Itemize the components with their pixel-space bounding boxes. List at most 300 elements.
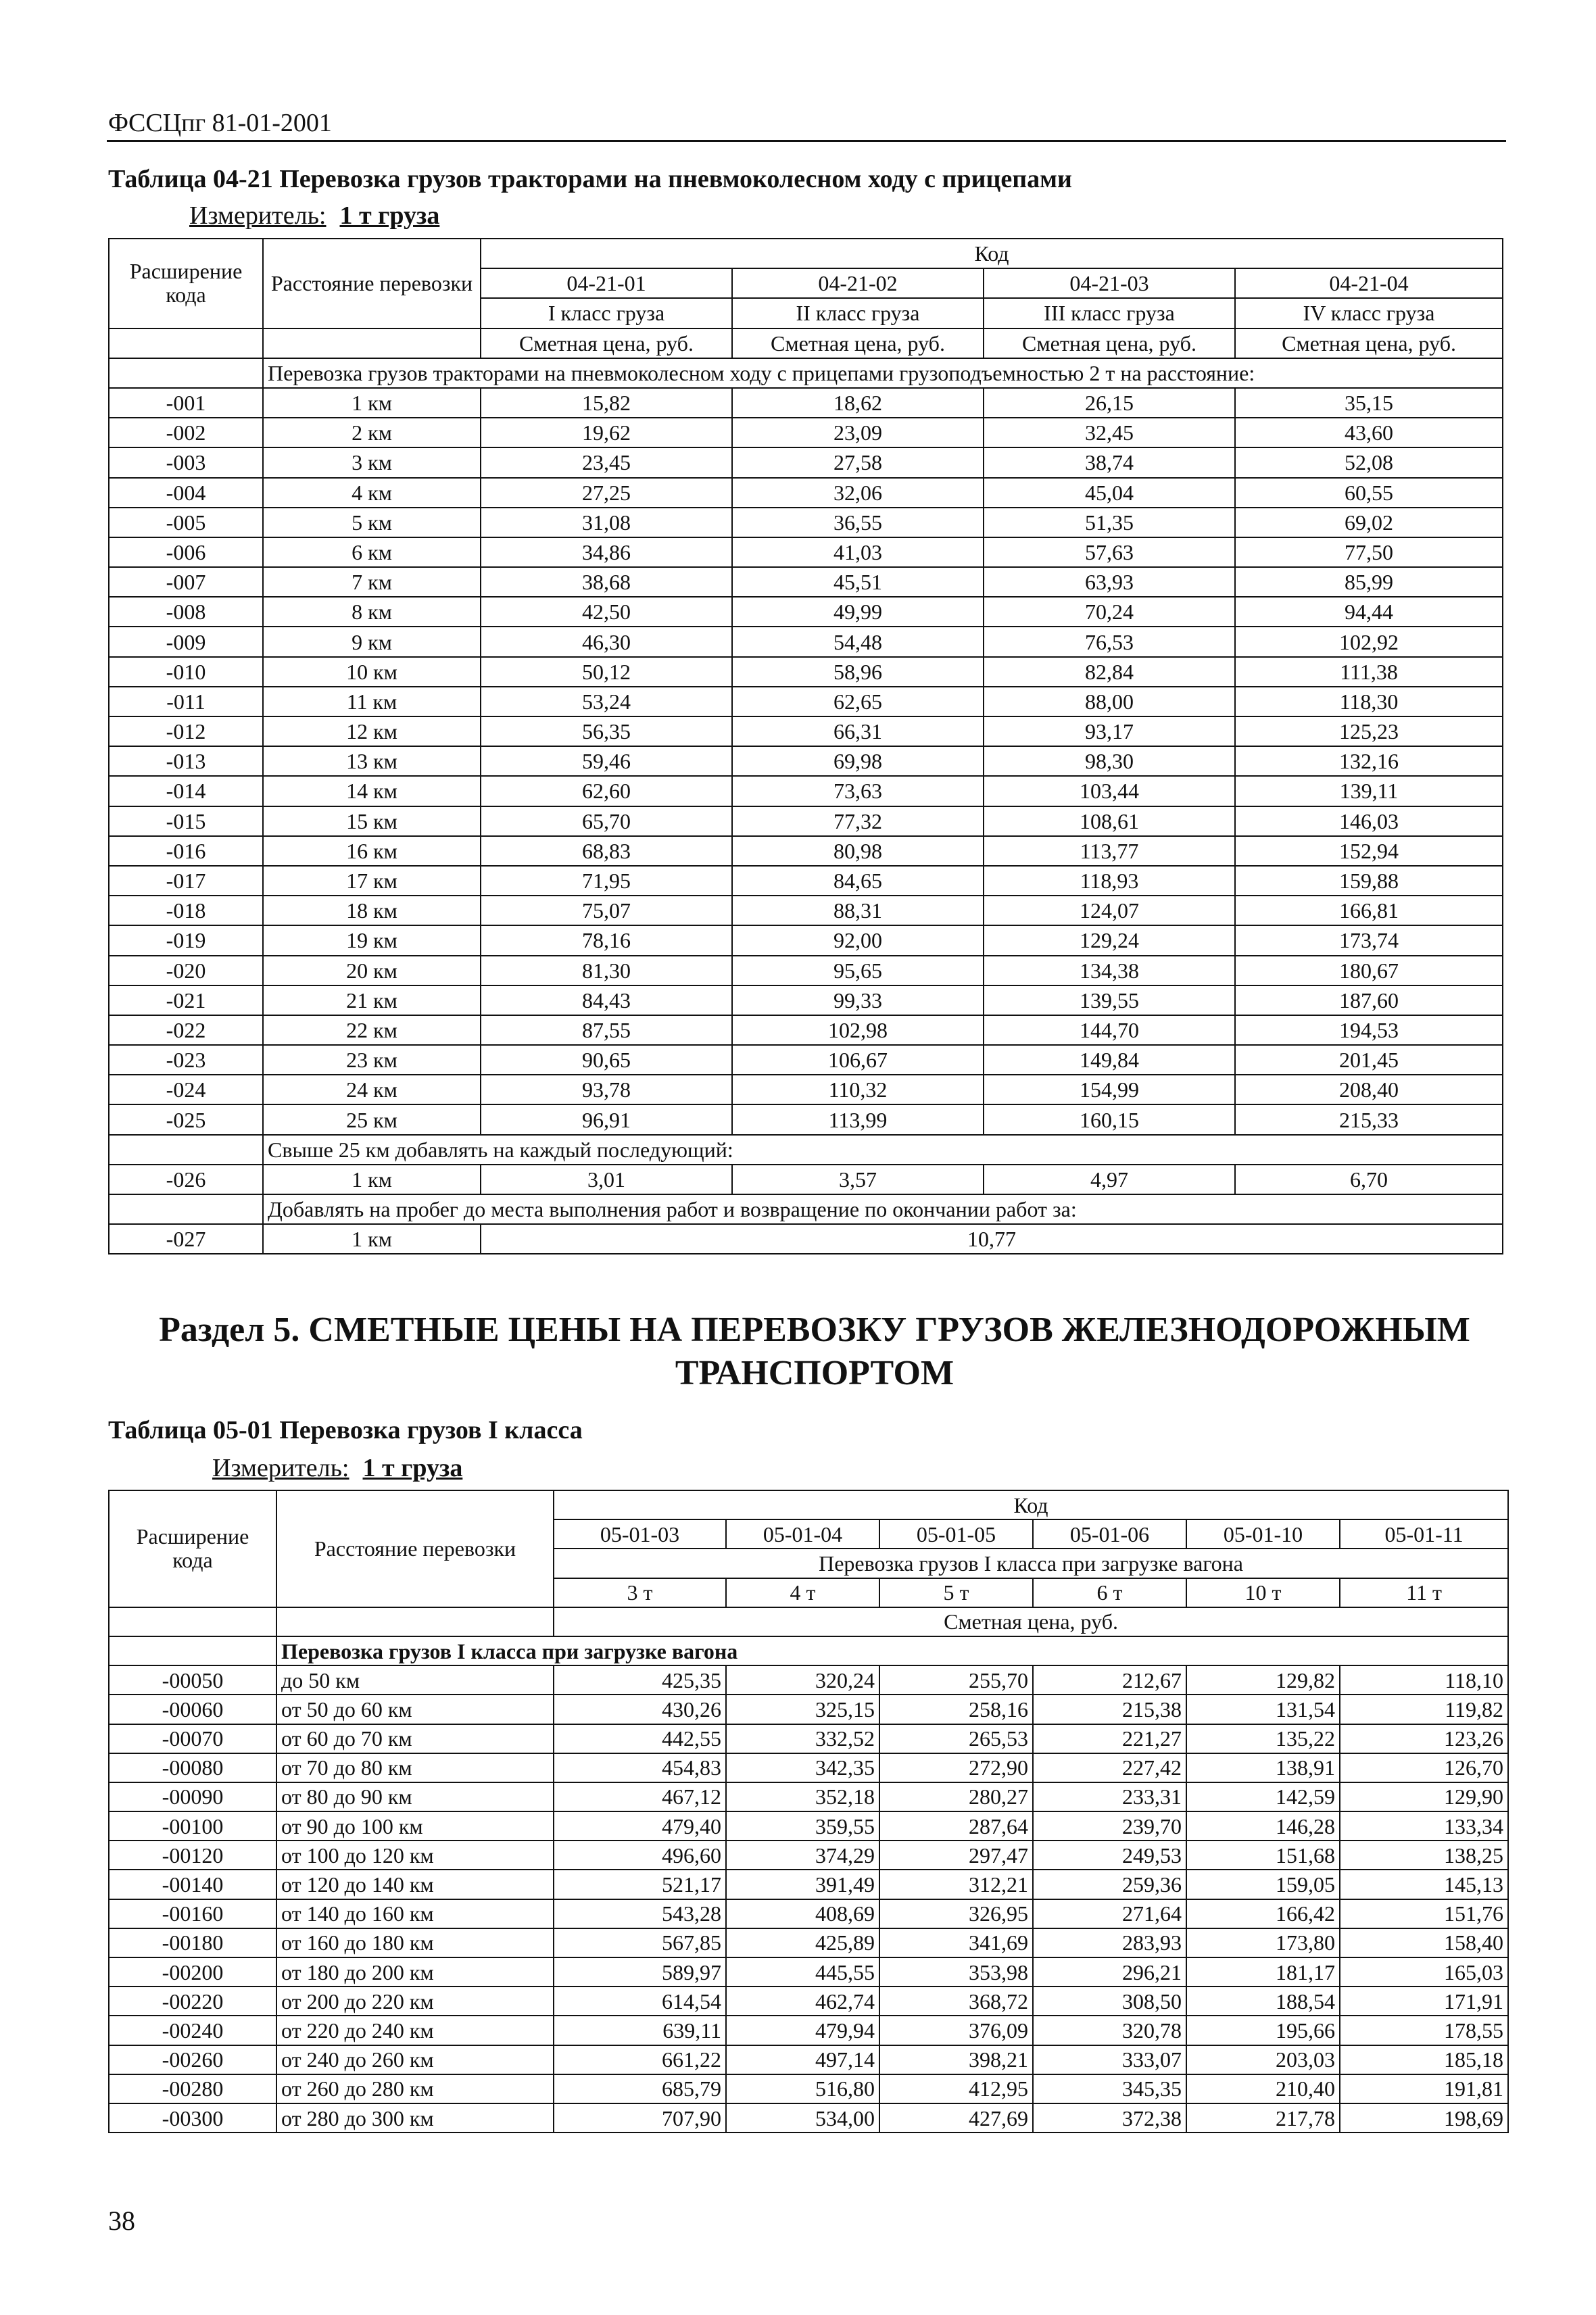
table1-dist-cell: 24 км (263, 1075, 481, 1104)
table2-row (109, 1724, 1508, 1753)
table1-value-cell: 18,62 (732, 388, 984, 418)
table1-row (109, 1104, 1503, 1134)
table1-value-cell: 32,45 (984, 418, 1235, 447)
table1-row (109, 806, 1503, 836)
table1-ext-cell: -026 (109, 1165, 263, 1194)
table2-value-cell: 639,11 (554, 2016, 726, 2045)
table2-value-cell: 287,64 (879, 1811, 1033, 1841)
table2-empty-cell (109, 1636, 276, 1665)
table2-value-cell: 325,15 (726, 1695, 879, 1724)
table1-value-cell: 45,04 (984, 478, 1235, 508)
table2-value-cell: 265,53 (879, 1724, 1033, 1753)
table1-value-cell: 180,67 (1235, 956, 1503, 985)
table2-value-cell: 166,42 (1186, 1899, 1340, 1928)
table1-value-cell: 56,35 (481, 716, 732, 746)
table1-ext-cell: -020 (109, 956, 263, 985)
table1-ext-cell: -005 (109, 508, 263, 537)
table1-value-cell: 146,03 (1235, 806, 1503, 836)
table1-value-cell: 26,15 (984, 388, 1235, 418)
table1-value-cell: 94,44 (1235, 597, 1503, 627)
table1-ext-cell: -003 (109, 447, 263, 477)
table1-value-cell: 215,33 (1235, 1104, 1503, 1134)
table1-dist-cell: 15 км (263, 806, 481, 836)
table1-value-cell: 84,65 (732, 866, 984, 896)
table1-row (109, 716, 1503, 746)
table1-value-cell: 194,53 (1235, 1015, 1503, 1045)
table2-dist-cell: до 50 км (276, 1665, 554, 1695)
table1-row (109, 388, 1503, 418)
table1-value-cell: 95,65 (732, 956, 984, 985)
table2-row (109, 2074, 1508, 2103)
table2-value-cell: 412,95 (879, 2074, 1033, 2103)
table2-row (109, 1811, 1508, 1841)
table2-row (109, 1665, 1508, 1695)
table2-ext-cell: -00050 (109, 1665, 276, 1695)
table2-ext-cell: -00200 (109, 1957, 276, 1987)
table2-dist-cell: от 120 до 140 км (276, 1870, 554, 1899)
table2-value-cell: 212,67 (1033, 1665, 1186, 1695)
table1-dist-cell: 12 км (263, 716, 481, 746)
table1-empty-cell (109, 358, 263, 388)
table2-group-row: Перевозка грузов I класса при загрузке вагона (276, 1636, 1508, 1665)
table1-value-cell: 149,84 (984, 1045, 1235, 1075)
table1-empty-cell (109, 1135, 263, 1165)
table1-value-cell: 118,30 (1235, 687, 1503, 716)
table2-value-cell: 430,26 (554, 1695, 726, 1724)
table2-row (109, 1782, 1508, 1811)
table1-ext-cell: -025 (109, 1104, 263, 1134)
table1-value-cell: 36,55 (732, 508, 984, 537)
table1-ext-cell: -021 (109, 985, 263, 1015)
table1-over-note: Свыше 25 км добавлять на каждый последующий: (263, 1135, 1503, 1165)
table2-price-label: Сметная цена, руб. (554, 1607, 1508, 1636)
table1-value-cell: 32,06 (732, 478, 984, 508)
table1-value-cell: 187,60 (1235, 985, 1503, 1015)
table2-measure-unit: 1 т груза (362, 1454, 463, 1482)
table1-row (109, 1015, 1503, 1045)
table2-dist-cell: от 220 до 240 км (276, 2016, 554, 2045)
table2-header-ext: Расширение кода (109, 1490, 276, 1607)
table1-code-cell: 04-21-02 (732, 268, 984, 298)
section-title-line1: Раздел 5. СМЕТНЫЕ ЦЕНЫ НА ПЕРЕВОЗКУ ГРУЗОВ ЖЕЛЕЗНОДОРОЖНЫМ (159, 1311, 1470, 1349)
table2-value-cell: 171,91 (1340, 1987, 1508, 2016)
table2-value-cell: 249,53 (1033, 1841, 1186, 1870)
table2-value-cell: 374,29 (726, 1841, 879, 1870)
table2-ext-cell: -00260 (109, 2045, 276, 2074)
table2-value-cell: 178,55 (1340, 2016, 1508, 2045)
table2-dist-cell: от 280 до 300 км (276, 2103, 554, 2133)
table1-value-cell: 65,70 (481, 806, 732, 836)
table2-value-cell: 185,18 (1340, 2045, 1508, 2074)
table2-value-cell: 359,55 (726, 1811, 879, 1841)
table1-ext-cell: -007 (109, 567, 263, 597)
table2-value-cell: 442,55 (554, 1724, 726, 1753)
table2-value-cell: 165,03 (1340, 1957, 1508, 1987)
table1-value-cell: 98,30 (984, 746, 1235, 776)
table2-value-cell: 258,16 (879, 1695, 1033, 1724)
table2-value-cell: 308,50 (1033, 1987, 1186, 2016)
table1-value-cell: 70,24 (984, 597, 1235, 627)
table2-ext-cell: -00140 (109, 1870, 276, 1899)
table1-value-cell: 208,40 (1235, 1075, 1503, 1104)
table2-ton-cell: 6 т (1033, 1578, 1186, 1607)
table1-value-cell: 92,00 (732, 925, 984, 955)
table2-value-cell: 398,21 (879, 2045, 1033, 2074)
table1-ext-cell: -024 (109, 1075, 263, 1104)
table2-value-cell: 516,80 (726, 2074, 879, 2103)
table2-value-cell: 661,22 (554, 2045, 726, 2074)
table1-ext-cell: -027 (109, 1224, 263, 1254)
table2-value-cell: 326,95 (879, 1899, 1033, 1928)
table2-ton-cell: 4 т (726, 1578, 879, 1607)
table1-empty-cell (263, 328, 481, 358)
table1-value-cell: 57,63 (984, 537, 1235, 567)
table2-value-cell: 497,14 (726, 2045, 879, 2074)
table1-value-cell: 108,61 (984, 806, 1235, 836)
table2-dist-cell: от 240 до 260 км (276, 2045, 554, 2074)
table1-value-cell: 118,93 (984, 866, 1235, 896)
table1-ext-cell: -011 (109, 687, 263, 716)
table1-value-cell: 34,86 (481, 537, 732, 567)
table2-value-cell: 255,70 (879, 1665, 1033, 1695)
table1-class-cell: I класс груза (481, 298, 732, 328)
table1-value-cell: 3,01 (481, 1165, 732, 1194)
table1-dist-cell: 10 км (263, 657, 481, 687)
table2-value-cell: 521,17 (554, 1870, 726, 1899)
table1-value-cell: 68,83 (481, 836, 732, 866)
table1-value-cell: 45,51 (732, 567, 984, 597)
table1-code-cell: 04-21-03 (984, 268, 1235, 298)
table2-value-cell: 467,12 (554, 1782, 726, 1811)
table2-row (109, 1753, 1508, 1782)
header-rule (107, 140, 1506, 142)
table1-value-cell: 51,35 (984, 508, 1235, 537)
table2-value-cell: 129,90 (1340, 1782, 1508, 1811)
table1-value-cell: 173,74 (1235, 925, 1503, 955)
table1-value-cell: 42,50 (481, 597, 732, 627)
table2-value-cell: 131,54 (1186, 1695, 1340, 1724)
table1-row (109, 627, 1503, 656)
table2-value-cell: 259,36 (1033, 1870, 1186, 1899)
table1-value-cell: 102,98 (732, 1015, 984, 1045)
table2-row (109, 1870, 1508, 1899)
table1-code-cell: 04-21-01 (481, 268, 732, 298)
table1-dist-cell: 14 км (263, 776, 481, 806)
table1-value-cell: 60,55 (1235, 478, 1503, 508)
table1-value-cell: 110,32 (732, 1075, 984, 1104)
table1-dist-cell: 17 км (263, 866, 481, 896)
table1-dist-cell: 11 км (263, 687, 481, 716)
table1-value-cell: 129,24 (984, 925, 1235, 955)
table2-value-cell: 215,38 (1033, 1695, 1186, 1724)
table2-ext-cell: -00300 (109, 2103, 276, 2133)
table1-value-cell: 69,02 (1235, 508, 1503, 537)
table2-value-cell: 221,27 (1033, 1724, 1186, 1753)
table1-value-cell: 71,95 (481, 866, 732, 896)
table2-value-cell: 119,82 (1340, 1695, 1508, 1724)
table1-value-cell: 102,92 (1235, 627, 1503, 656)
table1-value-cell: 166,81 (1235, 896, 1503, 925)
table1-dist-cell: 3 км (263, 447, 481, 477)
table2-value-cell: 341,69 (879, 1928, 1033, 1957)
table2-value-cell: 454,83 (554, 1753, 726, 1782)
table2-empty-cell (109, 1607, 276, 1636)
table1-dist-cell: 1 км (263, 1224, 481, 1254)
table2-value-cell: 462,74 (726, 1987, 879, 2016)
table1-value-cell: 43,60 (1235, 418, 1503, 447)
table1-value-cell: 78,16 (481, 925, 732, 955)
table2-row (109, 2016, 1508, 2045)
table2-value-cell: 296,21 (1033, 1957, 1186, 1987)
section-title-line2: ТРАНСПОРТОМ (675, 1354, 954, 1392)
table1-group-row: Перевозка грузов тракторами на пневмоколесном ходу с прицепами грузоподъемностью 2 т на расстояние: (263, 358, 1503, 388)
table2-value-cell: 543,28 (554, 1899, 726, 1928)
table2-ton-cell: 10 т (1186, 1578, 1340, 1607)
table2-value-cell: 479,40 (554, 1811, 726, 1841)
table2-value-cell: 297,47 (879, 1841, 1033, 1870)
table1-value-cell: 134,38 (984, 956, 1235, 985)
table1-price-label: Сметная цена, руб. (984, 328, 1235, 358)
table1-value-cell: 3,57 (732, 1165, 984, 1194)
table1-ext-cell: -001 (109, 388, 263, 418)
table1-value-cell: 84,43 (481, 985, 732, 1015)
table1-value-cell: 159,88 (1235, 866, 1503, 896)
table1-class-cell: IV класс груза (1235, 298, 1503, 328)
table1-row (109, 537, 1503, 567)
table2-value-cell: 425,35 (554, 1665, 726, 1695)
table2-value-cell: 133,34 (1340, 1811, 1508, 1841)
table1-measure-label: Измеритель: (189, 201, 327, 230)
table2-value-cell: 614,54 (554, 1987, 726, 2016)
table1-value-cell: 6,70 (1235, 1165, 1503, 1194)
table2-value-cell: 391,49 (726, 1870, 879, 1899)
table1-row (109, 925, 1503, 955)
table1-code-cell: 04-21-04 (1235, 268, 1503, 298)
table1-ext-cell: -018 (109, 896, 263, 925)
table1-value-cell: 50,12 (481, 657, 732, 687)
table2-value-cell: 195,66 (1186, 2016, 1340, 2045)
table1-class-cell: II класс груза (732, 298, 984, 328)
table2-value-cell: 408,69 (726, 1899, 879, 1928)
table1-measure (189, 201, 439, 230)
table1-ext-cell: -023 (109, 1045, 263, 1075)
table1-value-cell: 27,25 (481, 478, 732, 508)
table1-dist-cell: 13 км (263, 746, 481, 776)
table1-value-cell: 27,58 (732, 447, 984, 477)
table1-value-cell: 144,70 (984, 1015, 1235, 1045)
table1-header-dist: Расстояние перевозки (263, 239, 481, 328)
table1-ext-cell: -015 (109, 806, 263, 836)
table1 (108, 238, 1503, 1254)
table1-ext-cell: -010 (109, 657, 263, 687)
table1-value-cell: 81,30 (481, 956, 732, 985)
table1-value-cell: 38,74 (984, 447, 1235, 477)
table1-value-cell: 76,53 (984, 627, 1235, 656)
table2-value-cell: 353,98 (879, 1957, 1033, 1987)
table1-value-cell: 154,99 (984, 1075, 1235, 1104)
table2-code-cell: 05-01-06 (1033, 1519, 1186, 1549)
table2-value-cell: 707,90 (554, 2103, 726, 2133)
table1-value-cell: 58,96 (732, 657, 984, 687)
table2-value-cell: 283,93 (1033, 1928, 1186, 1957)
table1-value-cell: 139,55 (984, 985, 1235, 1015)
table1-ext-cell: -019 (109, 925, 263, 955)
table1-dist-cell: 1 км (263, 388, 481, 418)
table1-dist-cell: 7 км (263, 567, 481, 597)
table2-code-cell: 05-01-03 (554, 1519, 726, 1549)
table2-value-cell: 210,40 (1186, 2074, 1340, 2103)
table2-value-cell: 146,28 (1186, 1811, 1340, 1841)
table1-value-cell: 106,67 (732, 1045, 984, 1075)
table2-value-cell: 496,60 (554, 1841, 726, 1870)
table1-measure-unit: 1 т груза (339, 201, 440, 230)
table1-value-cell: 77,32 (732, 806, 984, 836)
table2-value-cell: 376,09 (879, 2016, 1033, 2045)
table1-ext-cell: -013 (109, 746, 263, 776)
table1-row (109, 896, 1503, 925)
table2-row (109, 1957, 1508, 1987)
table1-value-cell: 125,23 (1235, 716, 1503, 746)
table1-value-cell: 52,08 (1235, 447, 1503, 477)
table2-dist-cell: от 70 до 80 км (276, 1753, 554, 1782)
table1-value-cell: 82,84 (984, 657, 1235, 687)
table1-value-cell: 80,98 (732, 836, 984, 866)
table1-dist-cell: 1 км (263, 1165, 481, 1194)
table2-value-cell: 188,54 (1186, 1987, 1340, 2016)
table2-code-cell: 05-01-05 (879, 1519, 1033, 1549)
table1-value-cell: 62,60 (481, 776, 732, 806)
table2-value-cell: 271,64 (1033, 1899, 1186, 1928)
table1-ext-cell: -002 (109, 418, 263, 447)
table2-value-cell: 312,21 (879, 1870, 1033, 1899)
table2-value-cell: 332,52 (726, 1724, 879, 1753)
table2-row (109, 1987, 1508, 2016)
table1-value-cell: 59,46 (481, 746, 732, 776)
table2-value-cell: 123,26 (1340, 1724, 1508, 1753)
table2-ext-cell: -00070 (109, 1724, 276, 1753)
table2-value-cell: 272,90 (879, 1753, 1033, 1782)
table2-value-cell: 239,70 (1033, 1811, 1186, 1841)
table2-dist-cell: от 90 до 100 км (276, 1811, 554, 1841)
table2-row (109, 1695, 1508, 1724)
table1-value-cell: 41,03 (732, 537, 984, 567)
table2-empty-cell (276, 1607, 554, 1636)
table1-value-cell: 90,65 (481, 1045, 732, 1075)
table1-dist-cell: 5 км (263, 508, 481, 537)
table2-measure (212, 1453, 462, 1483)
table1-row (109, 836, 1503, 866)
table1-row (109, 478, 1503, 508)
table1-value-cell: 23,09 (732, 418, 984, 447)
table1-value-cell: 19,62 (481, 418, 732, 447)
table1-value-cell: 10,77 (481, 1224, 1503, 1254)
table2-value-cell: 233,31 (1033, 1782, 1186, 1811)
table2-dist-cell: от 140 до 160 км (276, 1899, 554, 1928)
table1-value-cell: 88,00 (984, 687, 1235, 716)
table2-code-cell: 05-01-10 (1186, 1519, 1340, 1549)
table1-value-cell: 152,94 (1235, 836, 1503, 866)
table1-value-cell: 77,50 (1235, 537, 1503, 567)
table1-row (109, 746, 1503, 776)
table1-value-cell: 93,78 (481, 1075, 732, 1104)
table1-value-cell: 113,99 (732, 1104, 984, 1134)
table2-ext-cell: -00180 (109, 1928, 276, 1957)
table1-value-cell: 75,07 (481, 896, 732, 925)
table2-dist-cell: от 260 до 280 км (276, 2074, 554, 2103)
table1-dist-cell: 18 км (263, 896, 481, 925)
table2-value-cell: 280,27 (879, 1782, 1033, 1811)
table2-dist-cell: от 160 до 180 км (276, 1928, 554, 1957)
table1-ext-cell: -006 (109, 537, 263, 567)
table1-value-cell: 53,24 (481, 687, 732, 716)
table1-dist-cell: 23 км (263, 1045, 481, 1075)
table2-value-cell: 203,03 (1186, 2045, 1340, 2074)
table2-ton-cell: 5 т (879, 1578, 1033, 1607)
table1-ext-cell: -004 (109, 478, 263, 508)
table1-value-cell: 38,68 (481, 567, 732, 597)
section-title (122, 1309, 1507, 1395)
table2-dist-cell: от 180 до 200 км (276, 1957, 554, 1987)
table1-value-cell: 63,93 (984, 567, 1235, 597)
table2-value-cell: 158,40 (1340, 1928, 1508, 1957)
table1-dist-cell: 20 км (263, 956, 481, 985)
table2-value-cell: 534,00 (726, 2103, 879, 2133)
table1-price-label: Сметная цена, руб. (481, 328, 732, 358)
table2-value-cell: 142,59 (1186, 1782, 1340, 1811)
table1-row (109, 567, 1503, 597)
table2-title: Таблица 05-01 Перевозка грузов I класса (108, 1416, 583, 1444)
table2-value-cell: 685,79 (554, 2074, 726, 2103)
table2-value-cell: 151,76 (1340, 1899, 1508, 1928)
table2-dist-cell: от 80 до 90 км (276, 1782, 554, 1811)
table1-value-cell: 54,48 (732, 627, 984, 656)
table2-ext-cell: -00090 (109, 1782, 276, 1811)
table1-value-cell: 160,15 (984, 1104, 1235, 1134)
table1-value-cell: 87,55 (481, 1015, 732, 1045)
table2-value-cell: 320,78 (1033, 2016, 1186, 2045)
table2-ext-cell: -00100 (109, 1811, 276, 1841)
table2-ext-cell: -00120 (109, 1841, 276, 1870)
table1-price-label: Сметная цена, руб. (732, 328, 984, 358)
table1-value-cell: 69,98 (732, 746, 984, 776)
table2-ext-cell: -00060 (109, 1695, 276, 1724)
table1-ext-cell: -008 (109, 597, 263, 627)
table2-ext-cell: -00080 (109, 1753, 276, 1782)
table2-header-code: Код (554, 1490, 1508, 1519)
table2-value-cell: 198,69 (1340, 2103, 1508, 2133)
table1-class-cell: III класс груза (984, 298, 1235, 328)
table2-value-cell: 181,17 (1186, 1957, 1340, 1987)
table2-value-cell: 135,22 (1186, 1724, 1340, 1753)
table1-dist-cell: 19 км (263, 925, 481, 955)
table1-row (109, 866, 1503, 896)
table1-header-ext: Расширение кода (109, 239, 263, 328)
table1-row (109, 1045, 1503, 1075)
table2-measure-label: Измеритель: (212, 1454, 349, 1482)
table2-dist-cell: от 100 до 120 км (276, 1841, 554, 1870)
table2-value-cell: 138,25 (1340, 1841, 1508, 1870)
table2-value-cell: 151,68 (1186, 1841, 1340, 1870)
table2-value-cell: 227,42 (1033, 1753, 1186, 1782)
page-number: 38 (108, 2206, 135, 2236)
table1-value-cell: 23,45 (481, 447, 732, 477)
table1-value-cell: 15,82 (481, 388, 732, 418)
table1-value-cell: 46,30 (481, 627, 732, 656)
table1-empty-cell (109, 1194, 263, 1224)
table2-value-cell: 129,82 (1186, 1665, 1340, 1695)
table2 (108, 1490, 1509, 2133)
table1-extra-note: Добавлять на пробег до места выполнения работ и возвращение по окончании работ за: (263, 1194, 1503, 1224)
